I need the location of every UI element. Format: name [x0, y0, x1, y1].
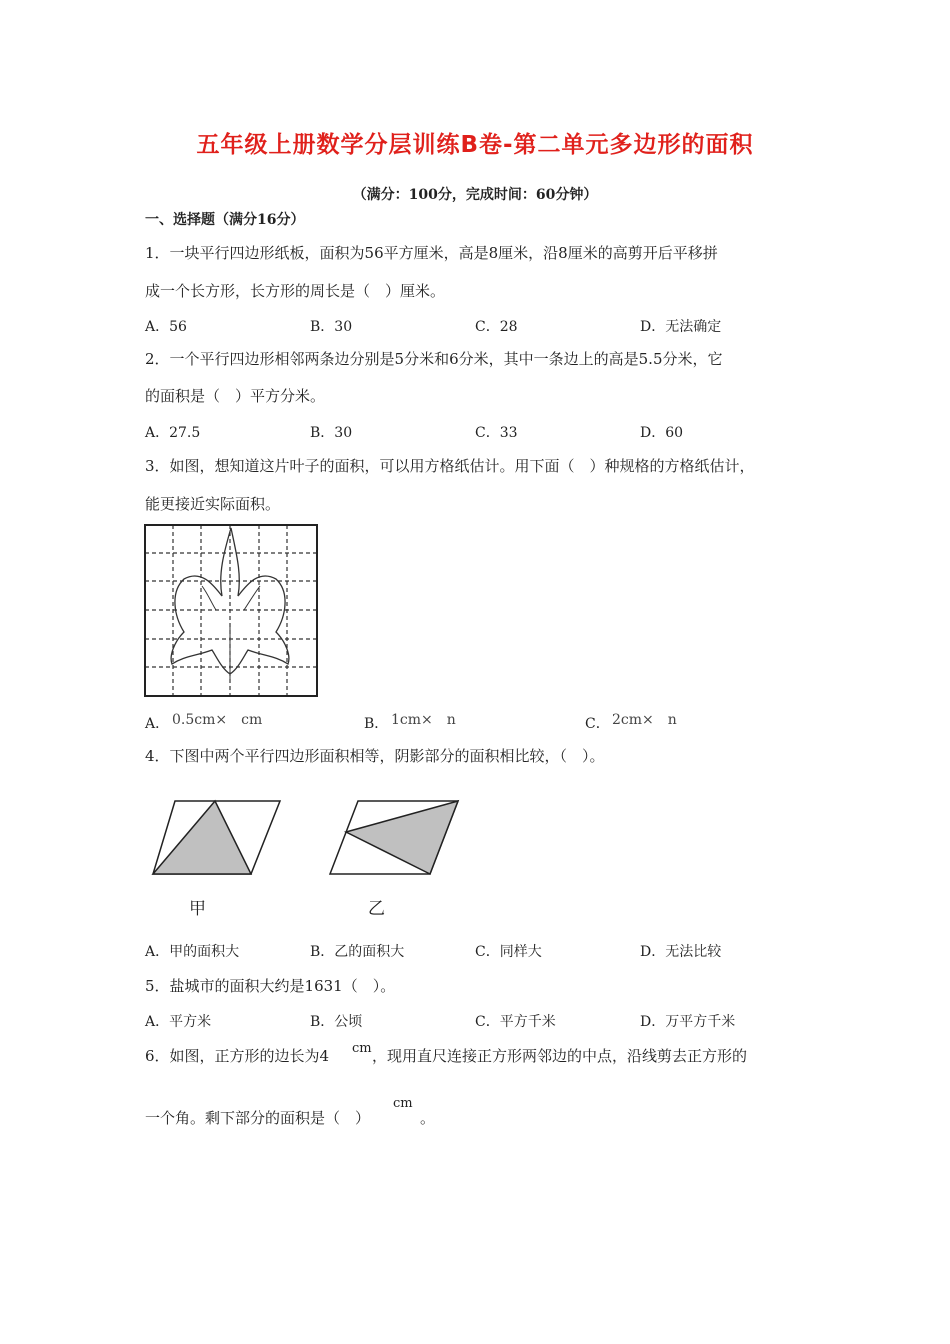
q5-option-b: B．公顷 — [310, 1014, 363, 1030]
leaf-grid-figure — [144, 524, 318, 697]
question-6-line-2: 一个角。剩下部分的面积是（ ） — [145, 1109, 371, 1127]
q2-option-d: D．60 — [640, 425, 684, 441]
section-heading: 一、选择题（满分16分） — [145, 212, 305, 228]
q4-option-b: B．乙的面积大 — [310, 944, 405, 960]
q4-option-a: A．甲的面积大 — [145, 944, 240, 960]
q1-option-c: C．28 — [475, 319, 518, 335]
q3-option-b: B． — [364, 716, 389, 732]
q4-option-c: C．同样大 — [475, 944, 542, 960]
q5-option-d: D．万平方千米 — [640, 1014, 736, 1030]
question-6-line-2-end: 。 — [420, 1109, 436, 1127]
parallelograms-figure — [150, 798, 460, 878]
question-1-line-2: 成一个长方形，长方形的周长是（ ）厘米。 — [145, 282, 446, 300]
question-3-line-1: 3．如图，想知道这片叶子的面积，可以用方格纸估计。用下面（ ）种规格的方格纸估计， — [145, 457, 755, 475]
q1-option-b: B．30 — [310, 319, 353, 335]
q2-option-b: B．30 — [310, 425, 353, 441]
question-2-line-2: 的面积是（ ）平方分米。 — [145, 387, 326, 405]
figure-label-yi: 乙 — [368, 899, 385, 919]
question-1-line-1: 1．一块平行四边形纸板，面积为56平方厘米，高是8厘米，沿8厘米的高剪开后平移拼 — [145, 244, 718, 262]
q2-option-a: A．27.5 — [145, 425, 201, 441]
question-6-line-1b: ，现用直尺连接正方形两邻边的中点，沿线剪去正方形的 — [372, 1047, 748, 1065]
q3-option-b-size: 1cm× n — [391, 712, 456, 728]
q3-option-c-size: 2cm× n — [612, 712, 677, 728]
exam-info: （满分：100分，完成时间：60分钟） — [352, 187, 598, 203]
q4-option-d: D．无法比较 — [640, 944, 722, 960]
question-4-line-1: 4．下图中两个平行四边形面积相等，阴影部分的面积相比较，（ ）。 — [145, 747, 605, 765]
q3-option-a: A． — [145, 716, 170, 732]
q5-option-c: C．平方千米 — [475, 1014, 556, 1030]
q3-option-a-size: 0.5cm× cm — [172, 712, 263, 728]
q3-option-c: C． — [585, 716, 610, 732]
q1-option-d: D．无法确定 — [640, 319, 722, 335]
page-title: 五年级上册数学分层训练B卷-第二单元多边形的面积 — [196, 132, 754, 158]
question-3-line-2: 能更接近实际面积。 — [145, 495, 281, 513]
q6-unit-cm: cm — [352, 1041, 372, 1056]
q5-option-a: A．平方米 — [145, 1014, 212, 1030]
question-2-line-1: 2．一个平行四边形相邻两条边分别是5分米和6分米，其中一条边上的高是5.5分米，它 — [145, 350, 723, 368]
q2-option-c: C．33 — [475, 425, 518, 441]
q6-unit-cm-2: cm — [393, 1096, 413, 1111]
question-6-line-1a: 6．如图，正方形的边长为4 — [145, 1047, 330, 1065]
q1-option-a: A．56 — [145, 319, 187, 335]
question-5-line-1: 5．盐城市的面积大约是1631（ ）。 — [145, 977, 396, 995]
figure-label-jia: 甲 — [189, 899, 206, 919]
